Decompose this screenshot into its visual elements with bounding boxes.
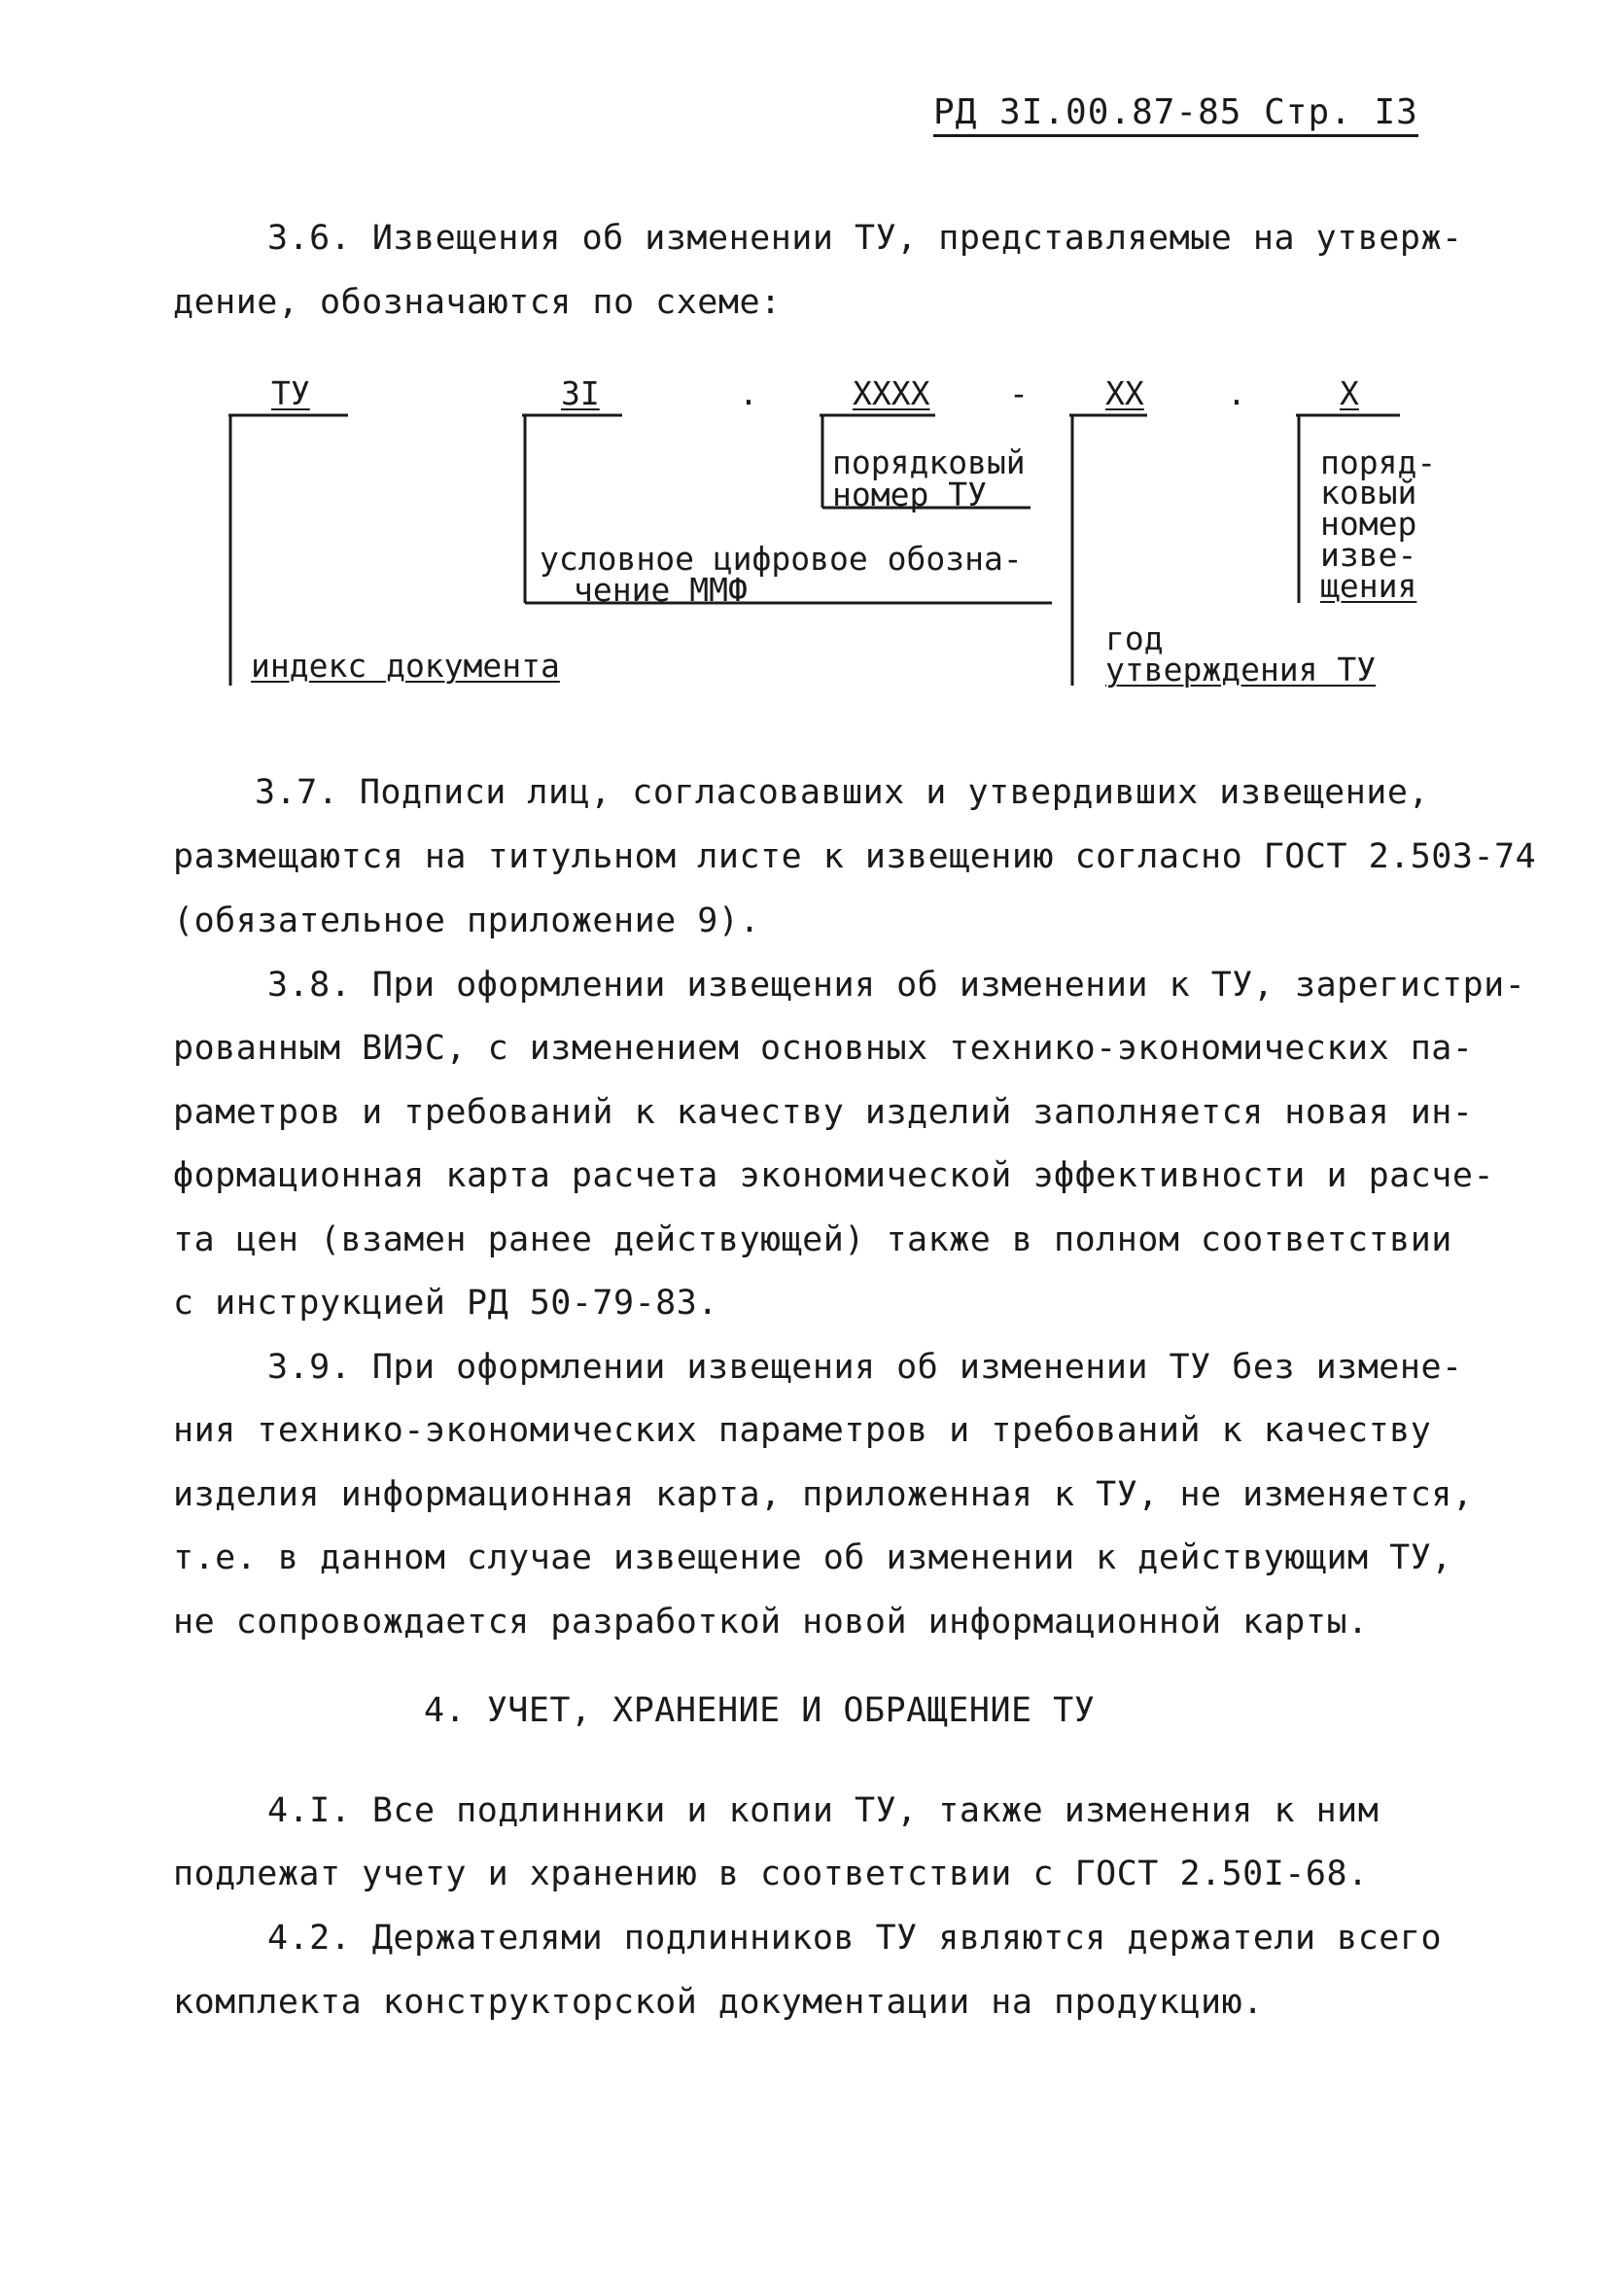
scheme-xx: XX	[1105, 374, 1144, 412]
label-year-1: год	[1105, 619, 1164, 657]
paragraph-3-6-line-1: 3.6. Извещения об изменении ТУ, представляемые на утверж-	[267, 219, 1463, 258]
paragraph-4-1-line-2: подлежат учету и хранению в соответствии с ГОСТ 2.50I-68.	[173, 1854, 1369, 1893]
paragraph-3-7-line-2: размещаются на титульном листе к извещению согласно ГОСТ 2.503-74	[173, 837, 1537, 876]
scheme-dot-2: .	[1227, 374, 1246, 412]
label-conditional-code-2: чение ММФ	[574, 571, 748, 609]
paragraph-4-1-line-1: 4.I. Все подлинники и копии ТУ, также изменения к ним	[267, 1791, 1380, 1830]
label-order-tu-2: номер ТУ	[832, 476, 987, 513]
paragraph-3-8-line-1: 3.8. При оформлении извещения об изменении к ТУ, зарегистри-	[267, 966, 1526, 1005]
paragraph-3-7-line-3: (обязательное приложение 9).	[173, 901, 761, 940]
label-order-tu-1: порядковый	[832, 443, 1026, 481]
paragraph-4-2-line-1: 4.2. Держателями подлинников ТУ являются держатели всего	[267, 1919, 1443, 1958]
paragraph-3-9-line-5: не сопровождается разработкой новой информационной карты.	[173, 1603, 1369, 1642]
paragraph-3-9-line-2: ния технико-экономических параметров и требований к качеству	[173, 1411, 1432, 1450]
label-order-notice-4: изве-	[1320, 536, 1417, 574]
paragraph-4-2-line-2: комплекта конструкторской документации на продукцию.	[173, 1983, 1264, 2022]
paragraph-3-8-line-3: раметров и требований к качеству изделий заполняется новая ин-	[173, 1093, 1474, 1132]
label-order-notice-5: щения	[1320, 567, 1417, 605]
scheme-dash: -	[1009, 374, 1029, 412]
page-header: РД 3I.00.87-85 Стр. I3	[933, 92, 1418, 137]
label-year-2: утверждения ТУ	[1105, 651, 1377, 689]
paragraph-3-6-line-2: дение, обозначаются по схеме:	[173, 283, 782, 322]
label-conditional-code-1: условное цифровое обозна-	[540, 540, 1023, 578]
label-order-notice-2: ковый	[1320, 474, 1417, 512]
label-order-notice-3: номер	[1320, 505, 1417, 543]
label-document-index: индекс документа	[251, 647, 560, 685]
paragraph-3-7-line-1: 3.7. Подписи лиц, согласовавших и утвердивших извещение,	[255, 773, 1430, 812]
paragraph-3-8-line-2: рованным ВИЭС, с изменением основных технико-экономических па-	[173, 1029, 1474, 1068]
section-4-title: 4. УЧЕТ, ХРАНЕНИЕ И ОБРАЩЕНИЕ ТУ	[424, 1691, 1096, 1730]
paragraph-3-9-line-4: т.е. в данном случае извещение об изменении к действующим ТУ,	[173, 1538, 1452, 1577]
scheme-dot-1: .	[739, 374, 758, 412]
paragraph-3-8-line-6: с инструкцией РД 50-79-83.	[173, 1284, 718, 1323]
scheme-code-31: 3I	[561, 374, 600, 412]
scheme-xxxx: XXXX	[853, 374, 930, 412]
paragraph-3-8-line-4: формационная карта расчета экономической эффективности и расче-	[173, 1156, 1495, 1195]
label-order-notice-1: поряд-	[1320, 443, 1437, 481]
scheme-x: X	[1340, 374, 1359, 412]
paragraph-3-9-line-1: 3.9. При оформлении извещения об изменении ТУ без измене-	[267, 1348, 1463, 1387]
paragraph-3-8-line-5: та цен (взамен ранее действующей) также в полном соответствии	[173, 1220, 1452, 1259]
paragraph-3-9-line-3: изделия информационная карта, приложенная к ТУ, не изменяется,	[173, 1475, 1474, 1514]
scheme-tu: ТУ	[271, 374, 310, 412]
